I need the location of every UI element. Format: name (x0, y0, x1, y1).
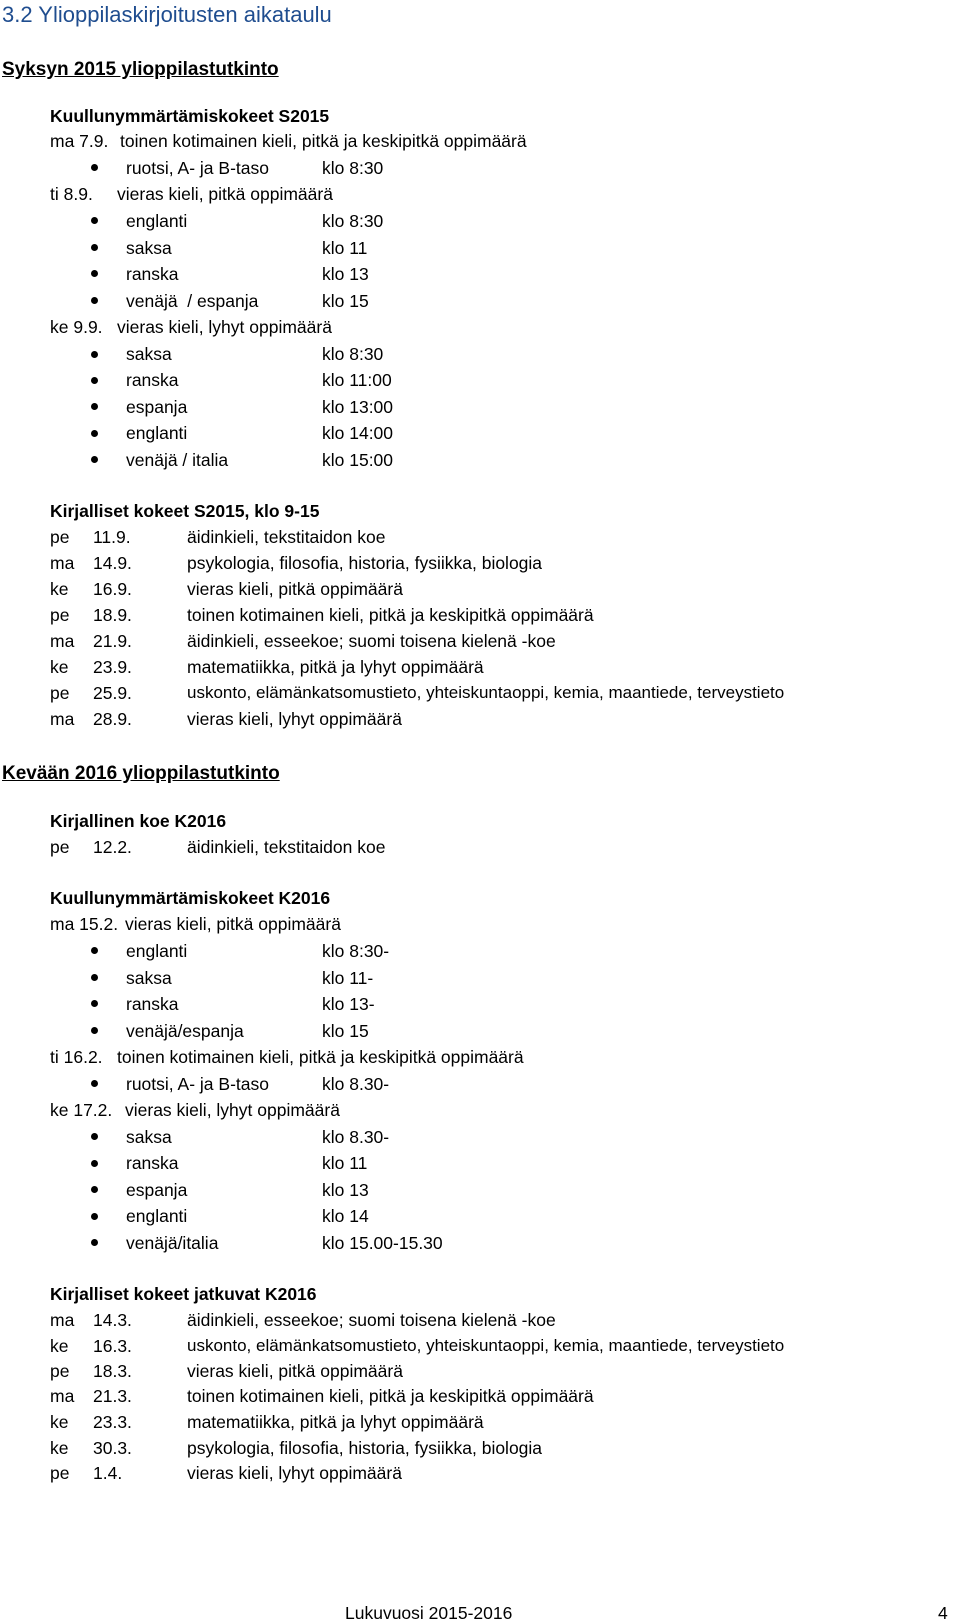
listening-day-date: ti 16.2. (50, 1047, 103, 1067)
listening-time: klo 15 (322, 291, 369, 311)
listening-time: klo 13 (322, 264, 369, 284)
bullet-icon (91, 1080, 98, 1087)
autumn-exam-title: Syksyn 2015 ylioppilastutkinto (2, 59, 279, 80)
listening-lang: venäjä/italia (126, 1233, 219, 1253)
exam-day: ke (50, 1336, 69, 1356)
bullet-icon (91, 351, 98, 358)
listening-lang: ranska (126, 1153, 179, 1173)
exam-subject: äidinkieli, tekstitaidon koe (187, 837, 386, 857)
bullet-icon (91, 1213, 98, 1220)
listening-time: klo 8:30 (322, 344, 384, 364)
exam-day: ma (50, 553, 75, 573)
page-heading: 3.2 Ylioppilaskirjoitusten aikataulu (2, 2, 332, 27)
listening-lang: englanti (126, 211, 188, 231)
listening-time: klo 15:00 (322, 450, 394, 470)
listening-time: klo 14:00 (322, 423, 394, 443)
listening-time: klo 11 (322, 238, 368, 258)
listening-lang: saksa (126, 968, 172, 988)
footer-school-year: Lukuvuosi 2015-2016 (345, 1603, 513, 1623)
listening-lang: englanti (126, 1206, 188, 1226)
listening-day-date: ma 7.9. (50, 131, 109, 151)
listening-lang: ruotsi, A- ja B-taso (126, 1074, 269, 1094)
listening-day-subject: vieras kieli, lyhyt oppimäärä (117, 317, 332, 337)
exam-day: ke (50, 579, 69, 599)
exam-day: pe (50, 605, 70, 625)
listening-day-date: ke 17.2. (50, 1100, 113, 1120)
exam-date: 16.9. (93, 579, 132, 599)
bullet-icon (91, 270, 98, 277)
exam-subject: toinen kotimainen kieli, pitkä ja keskipitkä oppimäärä (187, 1386, 594, 1406)
exam-date: 16.3. (93, 1336, 132, 1356)
exam-subject: uskonto, elämänkatsomustieto, yhteiskuntaoppi, kemia, maantiede, terveystieto (187, 1336, 785, 1355)
listening-lang: venäjä / italia (126, 450, 229, 470)
listening-lang: venäjä/espanja (126, 1021, 244, 1041)
exam-date: 18.3. (93, 1361, 132, 1381)
exam-day: ke (50, 657, 69, 677)
exam-date: 28.9. (93, 709, 132, 729)
listening-lang: englanti (126, 941, 188, 961)
exam-subject: vieras kieli, pitkä oppimäärä (187, 1361, 403, 1381)
bullet-icon (91, 947, 98, 954)
exam-date: 25.9. (93, 683, 132, 703)
exam-subject: vieras kieli, lyhyt oppimäärä (187, 709, 402, 729)
exam-day: ma (50, 1310, 75, 1330)
listening-time: klo 15 (322, 1021, 369, 1041)
exam-date: 11.9. (93, 527, 131, 547)
bullet-icon (91, 297, 98, 304)
listening-time: klo 8:30 (322, 211, 384, 231)
exam-subject: matematiikka, pitkä ja lyhyt oppimäärä (187, 1412, 484, 1432)
listening-day-subject: vieras kieli, lyhyt oppimäärä (125, 1100, 340, 1120)
exam-day: pe (50, 1463, 70, 1483)
listening-day-subject: toinen kotimainen kieli, pitkä ja keskipitkä oppimäärä (117, 1047, 524, 1067)
bullet-icon (91, 164, 98, 171)
listening-time: klo 8:30 (322, 158, 384, 178)
bullet-icon (91, 1027, 98, 1034)
bullet-icon (91, 1000, 98, 1007)
listening-lang: ruotsi, A- ja B-taso (126, 158, 269, 178)
autumn-listening-title: Kuullunymmärtämiskokeet S2015 (50, 106, 330, 126)
listening-time: klo 8:30- (322, 941, 390, 961)
bullet-icon (91, 1186, 98, 1193)
listening-lang: ranska (126, 264, 179, 284)
listening-lang: ranska (126, 994, 179, 1014)
exam-subject: uskonto, elämänkatsomustieto, yhteiskuntaoppi, kemia, maantiede, terveystieto (187, 683, 785, 702)
bullet-icon (91, 1160, 98, 1167)
listening-lang: espanja (126, 397, 188, 417)
autumn-written-title: Kirjalliset kokeet S2015, klo 9-15 (50, 501, 320, 521)
exam-day: pe (50, 837, 70, 857)
spring-exam-title: Kevään 2016 ylioppilastutkinto (2, 763, 280, 784)
listening-time: klo 11 (322, 1153, 368, 1173)
listening-lang: saksa (126, 1127, 172, 1147)
exam-subject: vieras kieli, pitkä oppimäärä (187, 579, 403, 599)
listening-day-subject: toinen kotimainen kieli, pitkä ja keskipitkä oppimäärä (120, 131, 527, 151)
listening-day-date: ti 8.9. (50, 184, 93, 204)
exam-day: ke (50, 1438, 69, 1458)
exam-day: pe (50, 683, 70, 703)
exam-date: 21.3. (93, 1386, 132, 1406)
listening-time: klo 11:00 (322, 370, 392, 390)
spring-listening-title: Kuullunymmärtämiskokeet K2016 (50, 888, 331, 908)
bullet-icon (91, 377, 98, 384)
listening-lang: ranska (126, 370, 179, 390)
exam-subject: vieras kieli, lyhyt oppimäärä (187, 1463, 402, 1483)
bullet-icon (91, 974, 98, 981)
listening-time: klo 15.00-15.30 (322, 1233, 443, 1253)
exam-date: 23.9. (93, 657, 132, 677)
listening-lang: saksa (126, 238, 172, 258)
exam-date: 14.9. (93, 553, 132, 573)
bullet-icon (91, 456, 98, 463)
bullet-icon (91, 244, 98, 251)
bullet-icon (91, 1239, 98, 1246)
listening-lang: englanti (126, 423, 188, 443)
listening-time: klo 13 (322, 1180, 369, 1200)
exam-date: 1.4. (93, 1463, 123, 1483)
spring-first-written-title: Kirjallinen koe K2016 (50, 811, 227, 831)
listening-time: klo 14 (322, 1206, 369, 1226)
exam-date: 18.9. (93, 605, 132, 625)
listening-time: klo 8.30- (322, 1127, 390, 1147)
listening-lang: venäjä / espanja (126, 291, 259, 311)
listening-day-date: ke 9.9. (50, 317, 103, 337)
listening-time: klo 13- (322, 994, 375, 1014)
exam-date: 23.3. (93, 1412, 132, 1432)
bullet-icon (91, 430, 98, 437)
exam-subject: äidinkieli, esseekoe; suomi toisena kielenä -koe (187, 1310, 556, 1330)
exam-subject: psykologia, filosofia, historia, fysiikka, biologia (187, 553, 543, 573)
bullet-icon (91, 403, 98, 410)
listening-lang: espanja (126, 1180, 188, 1200)
exam-subject: äidinkieli, esseekoe; suomi toisena kielenä -koe (187, 631, 556, 651)
listening-lang: saksa (126, 344, 172, 364)
exam-day: ma (50, 1386, 75, 1406)
exam-day: ke (50, 1412, 69, 1432)
exam-date: 12.2. (93, 837, 132, 857)
listening-time: klo 8.30- (322, 1074, 390, 1094)
listening-day-subject: vieras kieli, pitkä oppimäärä (125, 914, 341, 934)
exam-date: 14.3. (93, 1310, 132, 1330)
bullet-icon (91, 1133, 98, 1140)
listening-time: klo 11- (322, 968, 374, 988)
bullet-icon (91, 217, 98, 224)
exam-day: ma (50, 709, 75, 729)
listening-day-date: ma 15.2. (50, 914, 119, 934)
exam-subject: äidinkieli, tekstitaidon koe (187, 527, 386, 547)
listening-time: klo 13:00 (322, 397, 394, 417)
exam-subject: toinen kotimainen kieli, pitkä ja keskipitkä oppimäärä (187, 605, 594, 625)
exam-day: pe (50, 527, 70, 547)
exam-day: ma (50, 631, 75, 651)
exam-date: 21.9. (93, 631, 132, 651)
spring-written-title: Kirjalliset kokeet jatkuvat K2016 (50, 1284, 317, 1304)
listening-day-subject: vieras kieli, pitkä oppimäärä (117, 184, 333, 204)
footer-page-number: 4 (938, 1603, 948, 1623)
exam-date: 30.3. (93, 1438, 132, 1458)
exam-subject: psykologia, filosofia, historia, fysiikka, biologia (187, 1438, 543, 1458)
exam-subject: matematiikka, pitkä ja lyhyt oppimäärä (187, 657, 484, 677)
exam-day: pe (50, 1361, 70, 1381)
